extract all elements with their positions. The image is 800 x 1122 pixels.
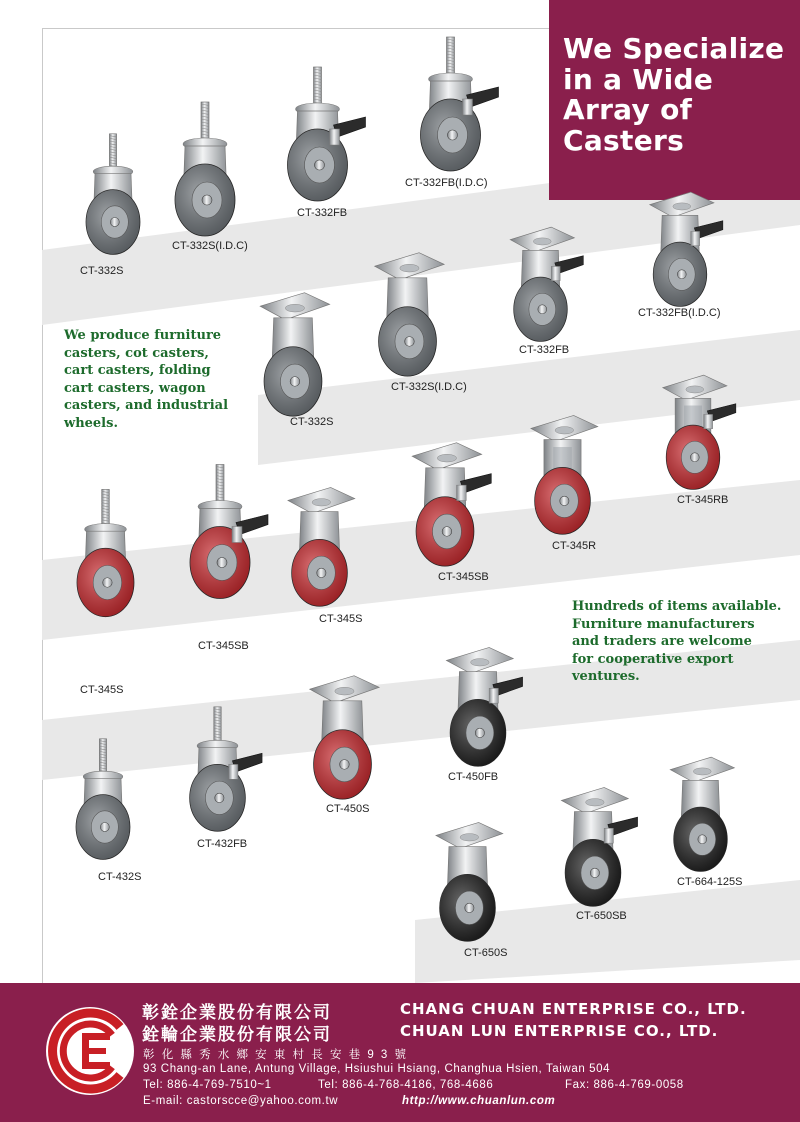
headline-line-3: Array of bbox=[563, 93, 693, 126]
caster-image bbox=[150, 100, 260, 240]
product-label: CT-332S(I.D.C) bbox=[172, 240, 248, 252]
intro-text bbox=[64, 327, 228, 432]
company-name-en-2: CHUAN LUN ENTERPRISE CO., LTD. bbox=[400, 1022, 719, 1040]
product-label: CT-345S bbox=[80, 684, 124, 696]
product-label: CT-450FB bbox=[448, 771, 499, 783]
product-label: CT-650S bbox=[464, 947, 508, 959]
caster-image bbox=[538, 780, 648, 910]
headline-line-1: We Specialize bbox=[563, 32, 785, 65]
product-label: CT-345SB bbox=[438, 571, 489, 583]
product-label: CT-332FB bbox=[297, 207, 348, 219]
intro-line: We produce furniture bbox=[64, 328, 222, 343]
company-logo bbox=[42, 1003, 138, 1099]
telephone-1: Tel: 886-4-769-7510~1 bbox=[143, 1079, 272, 1091]
caster-image bbox=[238, 285, 348, 420]
fax-number: Fax: 886-4-769-0058 bbox=[565, 1079, 684, 1091]
product-label: CT-332FB bbox=[519, 344, 570, 356]
company-name-cn-2: 銓輪企業股份有限公司 bbox=[142, 1025, 332, 1045]
intro-line: cart casters, wagon bbox=[64, 380, 206, 396]
promo-line: and traders are welcome bbox=[572, 634, 752, 649]
product-label: CT-432S bbox=[98, 871, 142, 883]
product-label: CT-332FB(I.D.C) bbox=[405, 177, 488, 189]
caster-image bbox=[68, 125, 158, 265]
address-en: 93 Chang-an Lane, Antung Village, Hsiushui Hsiang, Changhua Hsien, Taiwan 504 bbox=[143, 1063, 611, 1075]
caster-image bbox=[408, 640, 548, 770]
caster-image bbox=[483, 220, 598, 345]
caster-image bbox=[380, 435, 510, 570]
company-name-cn-1: 彰銓企業股份有限公司 bbox=[142, 1003, 332, 1023]
caster-image bbox=[58, 425, 153, 683]
product-label: CT-345RB bbox=[677, 494, 729, 506]
address-cn: 彰 化 縣 秀 水 鄉 安 東 村 長 安 巷 9 3 號 bbox=[143, 1049, 409, 1061]
promo-line: ventures. bbox=[572, 669, 640, 684]
headline-line-2: in a Wide bbox=[563, 62, 714, 96]
caster-image bbox=[58, 730, 148, 870]
product-label: CT-450S bbox=[326, 803, 370, 815]
email-address[interactable]: E-mail: castorscce@yahoo.com.tw bbox=[143, 1095, 339, 1107]
caster-image bbox=[383, 35, 518, 175]
product-label: CT-345SB bbox=[198, 640, 249, 652]
caster-image bbox=[510, 408, 615, 538]
intro-line: cart casters, folding bbox=[64, 363, 211, 378]
promo-line: Hundreds of items available. bbox=[572, 599, 782, 614]
caster-image bbox=[262, 480, 377, 610]
product-label: CT-664-125S bbox=[677, 876, 743, 888]
intro-line: casters, cot casters, bbox=[64, 345, 209, 361]
company-name-en-1: CHANG CHUAN ENTERPRISE CO., LTD. bbox=[400, 1000, 747, 1018]
product-label: CT-332S bbox=[80, 265, 124, 277]
promo-line: for cooperative export bbox=[572, 651, 734, 667]
caster-image bbox=[615, 185, 745, 310]
product-label: CT-345S bbox=[319, 613, 363, 625]
caster-image bbox=[350, 245, 465, 380]
website-link[interactable]: http://www.chuanlun.com bbox=[402, 1095, 556, 1107]
telephone-2: Tel: 886-4-768-4186, 768-4686 bbox=[318, 1079, 494, 1091]
product-label: CT-332FB(I.D.C) bbox=[638, 307, 721, 319]
caster-image bbox=[260, 65, 375, 205]
intro-line: wheels. bbox=[64, 415, 118, 431]
product-label: CT-332S(I.D.C) bbox=[391, 381, 467, 393]
caster-image bbox=[285, 668, 400, 803]
product-label: CT-345R bbox=[552, 540, 597, 552]
caster-image bbox=[628, 368, 758, 493]
headline-line-4: Casters bbox=[563, 123, 685, 157]
caster-image bbox=[420, 815, 515, 945]
product-label: CT-650SB bbox=[576, 910, 627, 922]
product-label: CT-432FB bbox=[197, 838, 248, 850]
caster-image bbox=[170, 425, 270, 640]
intro-line: casters, and industrial bbox=[64, 398, 229, 413]
headline-box bbox=[549, 0, 800, 200]
product-label: CT-332S bbox=[290, 416, 334, 428]
promo-line: Furniture manufacturers bbox=[572, 616, 755, 632]
caster-image bbox=[648, 750, 753, 875]
promo-text bbox=[572, 598, 781, 686]
caster-image bbox=[165, 705, 270, 835]
